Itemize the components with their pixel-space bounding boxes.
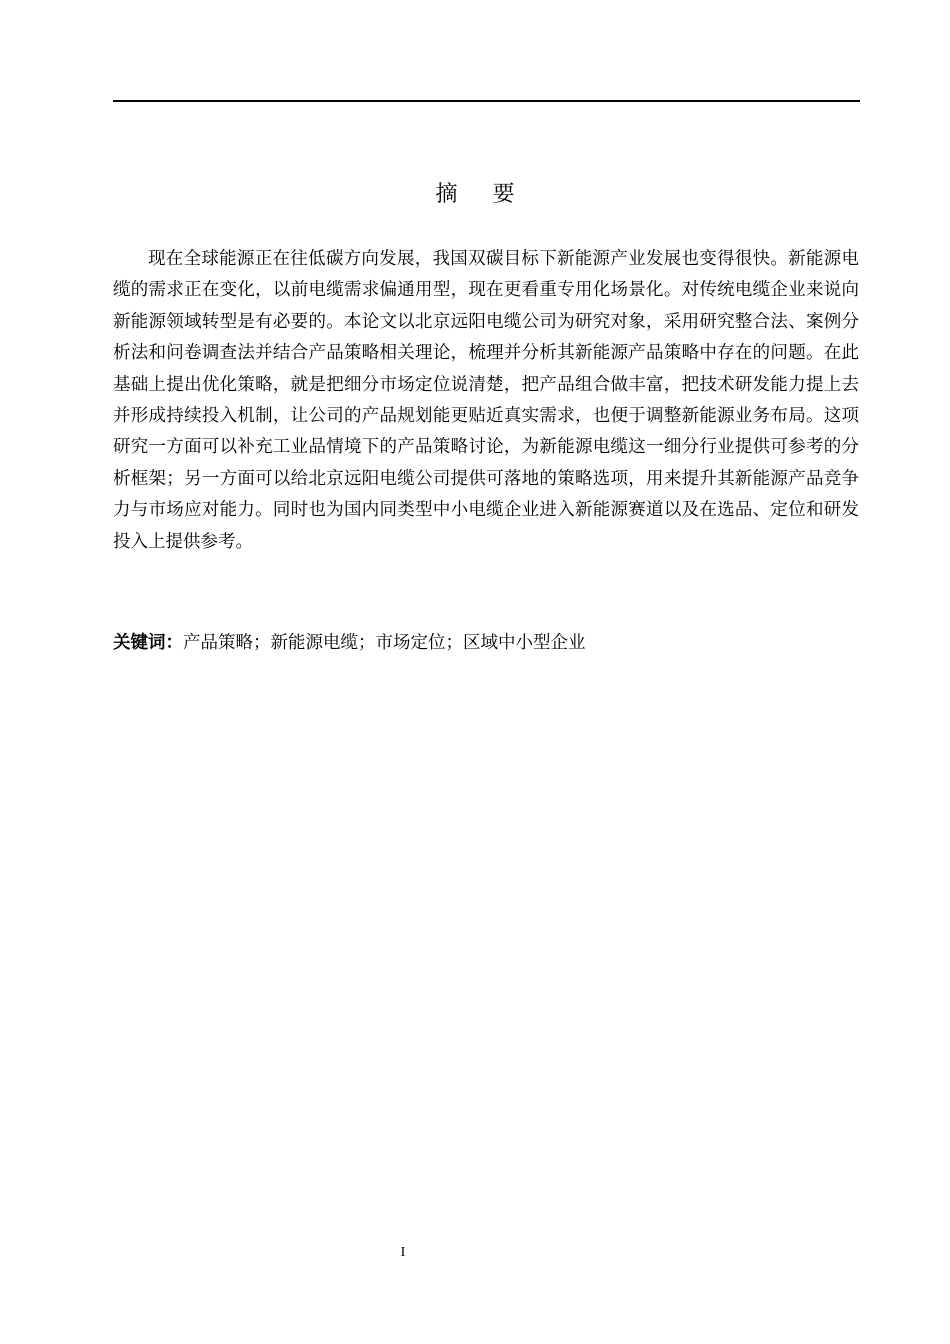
keywords-line <box>113 628 859 658</box>
header-rule <box>113 100 860 102</box>
page-number: I <box>400 1245 406 1260</box>
keywords-text: 产品策略；新能源电缆；市场定位；区域中小型企业 <box>183 633 586 653</box>
abstract-paragraph: 现在全球能源正在往低碳方向发展，我国双碳目标下新能源产业发展也变得很快。新能源电缆的需求正在变化，以前电缆需求偏通用型，现在更看重专用化场景化。对传统电缆企业来说向新能源领域转型是有必要的。本论文以北京远阳电缆公司为研究对象，采用研究整合法、案例分析法和问卷调查法并结合产品策略相关理论，梳理并分析其新能源产品策略中存在的问题。在此基础上提出优化策略，就是把细分市场定位说清楚，把产品组合做丰富，把技术研发能力提上去并形成持续投入机制，让公司的产品规划能更贴近真实需求，也便于调整新能源业务布局。这项研究一方面可以补充工业品情境下的产品策略讨论，为新能源电缆这一细分行业提供可参考的分析框架；另一方面可以给北京远阳电缆公司提供可落地的策略选项，用来提升其新能源产品竞争力与市场应对能力。同时也为国内同类型中小电缆企业进入新能源赛道以及在选品、定位和研发投入上提供参考。 <box>113 249 859 552</box>
abstract-title: 摘 要 <box>435 182 529 207</box>
keywords-label: 关键词： <box>113 633 183 653</box>
